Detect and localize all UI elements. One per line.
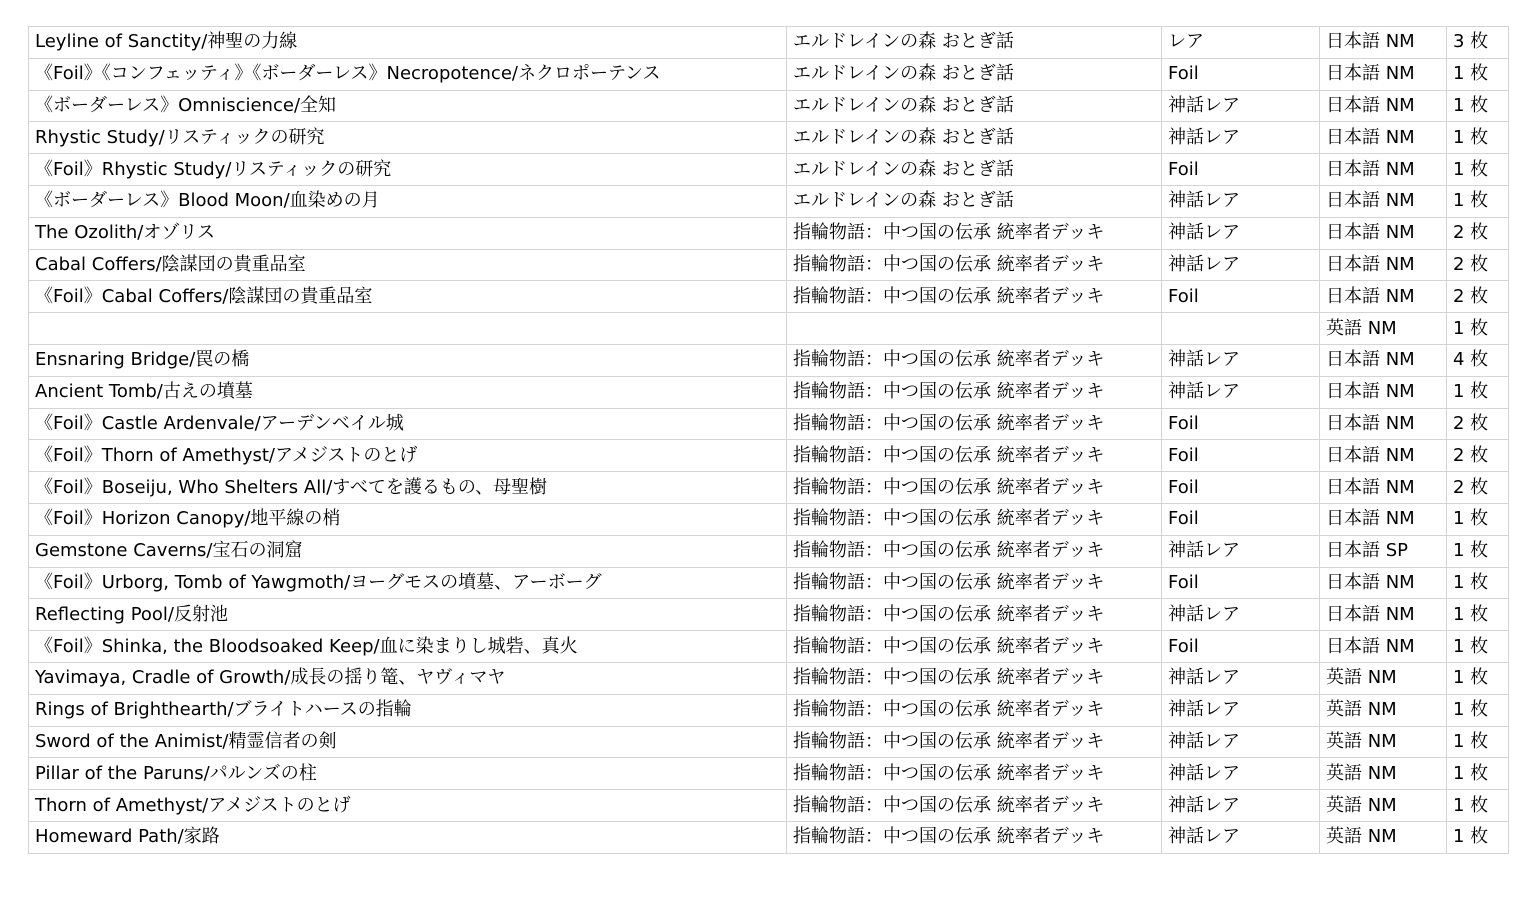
language-condition-cell: 日本語 NM	[1320, 154, 1447, 186]
table-row	[29, 535, 1509, 567]
card-inventory-table	[28, 26, 1509, 854]
rarity-cell: Foil	[1162, 567, 1320, 599]
quantity-cell: 4 枚	[1447, 344, 1509, 376]
card-name-cell: Rhystic Study/リスティックの研究	[29, 122, 787, 154]
table-row	[29, 758, 1509, 790]
rarity-cell: 神話レア	[1162, 726, 1320, 758]
card-name-cell: Gemstone Caverns/宝石の洞窟	[29, 535, 787, 567]
card-name-cell: 《Foil》Boseiju, Who Shelters All/すべてを護るもの、母聖樹	[29, 472, 787, 504]
table-row	[29, 662, 1509, 694]
card-name-cell: Cabal Coffers/陰謀団の貴重品室	[29, 249, 787, 281]
quantity-cell: 2 枚	[1447, 249, 1509, 281]
quantity-cell: 1 枚	[1447, 758, 1509, 790]
language-condition-cell: 日本語 NM	[1320, 249, 1447, 281]
card-name-cell: 《ボーダーレス》Blood Moon/血染めの月	[29, 185, 787, 217]
card-name-cell: Pillar of the Paruns/パルンズの柱	[29, 758, 787, 790]
language-condition-cell: 英語 NM	[1320, 758, 1447, 790]
table-row	[29, 281, 1509, 313]
language-condition-cell: 英語 NM	[1320, 726, 1447, 758]
set-name-cell: 指輪物語：中つ国の伝承 統率者デッキ	[787, 631, 1162, 663]
rarity-cell: 神話レア	[1162, 662, 1320, 694]
table-row	[29, 472, 1509, 504]
language-condition-cell: 英語 NM	[1320, 313, 1447, 345]
card-name-cell: Homeward Path/家路	[29, 821, 787, 853]
table-row	[29, 726, 1509, 758]
quantity-cell: 1 枚	[1447, 154, 1509, 186]
set-name-cell: 指輪物語：中つ国の伝承 統率者デッキ	[787, 821, 1162, 853]
rarity-cell: Foil	[1162, 472, 1320, 504]
set-name-cell: 指輪物語：中つ国の伝承 統率者デッキ	[787, 217, 1162, 249]
language-condition-cell: 日本語 NM	[1320, 344, 1447, 376]
set-name-cell: 指輪物語：中つ国の伝承 統率者デッキ	[787, 567, 1162, 599]
quantity-cell: 1 枚	[1447, 631, 1509, 663]
set-name-cell: エルドレインの森 おとぎ話	[787, 154, 1162, 186]
set-name-cell: 指輪物語：中つ国の伝承 統率者デッキ	[787, 376, 1162, 408]
language-condition-cell: 日本語 NM	[1320, 567, 1447, 599]
quantity-cell: 1 枚	[1447, 694, 1509, 726]
quantity-cell: 2 枚	[1447, 408, 1509, 440]
card-name-cell: Rings of Brighthearth/ブライトハースの指輪	[29, 694, 787, 726]
card-name-cell: Ancient Tomb/古えの墳墓	[29, 376, 787, 408]
rarity-cell: Foil	[1162, 281, 1320, 313]
rarity-cell: 神話レア	[1162, 249, 1320, 281]
card-name-cell: 《Foil》Cabal Coffers/陰謀団の貴重品室	[29, 281, 787, 313]
card-name-cell: The Ozolith/オゾリス	[29, 217, 787, 249]
language-condition-cell: 日本語 NM	[1320, 90, 1447, 122]
language-condition-cell: 日本語 NM	[1320, 408, 1447, 440]
rarity-cell: 神話レア	[1162, 122, 1320, 154]
language-condition-cell: 日本語 NM	[1320, 440, 1447, 472]
card-name-cell: Yavimaya, Cradle of Growth/成長の揺り篭、ヤヴィマヤ	[29, 662, 787, 694]
rarity-cell: 神話レア	[1162, 217, 1320, 249]
set-name-cell: 指輪物語：中つ国の伝承 統率者デッキ	[787, 440, 1162, 472]
table-row	[29, 567, 1509, 599]
set-name-cell: 指輪物語：中つ国の伝承 統率者デッキ	[787, 535, 1162, 567]
table-row	[29, 408, 1509, 440]
card-name-cell: 《Foil》《コンフェッティ》《ボーダーレス》Necropotence/ネクロポーテンス	[29, 58, 787, 90]
rarity-cell: Foil	[1162, 631, 1320, 663]
set-name-cell: 指輪物語：中つ国の伝承 統率者デッキ	[787, 694, 1162, 726]
rarity-cell: レア	[1162, 27, 1320, 59]
table-row	[29, 217, 1509, 249]
card-name-cell: 《ボーダーレス》Omniscience/全知	[29, 90, 787, 122]
card-name-cell: 《Foil》Castle Ardenvale/アーデンベイル城	[29, 408, 787, 440]
rarity-cell: Foil	[1162, 440, 1320, 472]
set-name-cell: 指輪物語：中つ国の伝承 統率者デッキ	[787, 503, 1162, 535]
table-row	[29, 344, 1509, 376]
table-row	[29, 376, 1509, 408]
rarity-cell: 神話レア	[1162, 535, 1320, 567]
table-row	[29, 90, 1509, 122]
rarity-cell: 神話レア	[1162, 790, 1320, 822]
table-row	[29, 185, 1509, 217]
table-row	[29, 58, 1509, 90]
table-row	[29, 599, 1509, 631]
card-name-cell: Sword of the Animist/精霊信者の剣	[29, 726, 787, 758]
set-name-cell: 指輪物語：中つ国の伝承 統率者デッキ	[787, 281, 1162, 313]
quantity-cell: 2 枚	[1447, 217, 1509, 249]
card-name-cell: 《Foil》Urborg, Tomb of Yawgmoth/ヨーグモスの墳墓、アーボーグ	[29, 567, 787, 599]
quantity-cell: 1 枚	[1447, 90, 1509, 122]
language-condition-cell: 英語 NM	[1320, 694, 1447, 726]
set-name-cell: 指輪物語：中つ国の伝承 統率者デッキ	[787, 662, 1162, 694]
set-name-cell: エルドレインの森 おとぎ話	[787, 122, 1162, 154]
quantity-cell: 1 枚	[1447, 821, 1509, 853]
language-condition-cell: 日本語 NM	[1320, 217, 1447, 249]
rarity-cell: 神話レア	[1162, 599, 1320, 631]
card-name-cell: Reflecting Pool/反射池	[29, 599, 787, 631]
set-name-cell: エルドレインの森 おとぎ話	[787, 90, 1162, 122]
card-name-cell: Leyline of Sanctity/神聖の力線	[29, 27, 787, 59]
rarity-cell: 神話レア	[1162, 185, 1320, 217]
set-name-cell: 指輪物語：中つ国の伝承 統率者デッキ	[787, 599, 1162, 631]
set-name-cell: 指輪物語：中つ国の伝承 統率者デッキ	[787, 790, 1162, 822]
rarity-cell: Foil	[1162, 408, 1320, 440]
language-condition-cell: 日本語 NM	[1320, 27, 1447, 59]
table-row	[29, 790, 1509, 822]
language-condition-cell: 英語 NM	[1320, 821, 1447, 853]
quantity-cell: 1 枚	[1447, 376, 1509, 408]
table-row	[29, 154, 1509, 186]
rarity-cell: Foil	[1162, 503, 1320, 535]
set-name-cell: エルドレインの森 おとぎ話	[787, 27, 1162, 59]
card-name-cell	[29, 313, 787, 345]
language-condition-cell: 英語 NM	[1320, 790, 1447, 822]
language-condition-cell: 日本語 NM	[1320, 185, 1447, 217]
rarity-cell: Foil	[1162, 58, 1320, 90]
rarity-cell: 神話レア	[1162, 694, 1320, 726]
table-row	[29, 694, 1509, 726]
card-name-cell: 《Foil》Horizon Canopy/地平線の梢	[29, 503, 787, 535]
card-name-cell: 《Foil》Thorn of Amethyst/アメジストのとげ	[29, 440, 787, 472]
set-name-cell: エルドレインの森 おとぎ話	[787, 58, 1162, 90]
rarity-cell: 神話レア	[1162, 90, 1320, 122]
set-name-cell	[787, 313, 1162, 345]
set-name-cell: 指輪物語：中つ国の伝承 統率者デッキ	[787, 249, 1162, 281]
table-row	[29, 503, 1509, 535]
table-row	[29, 440, 1509, 472]
table-row	[29, 631, 1509, 663]
quantity-cell: 1 枚	[1447, 503, 1509, 535]
rarity-cell: 神話レア	[1162, 376, 1320, 408]
language-condition-cell: 日本語 SP	[1320, 535, 1447, 567]
card-inventory-body	[29, 27, 1509, 854]
card-name-cell: 《Foil》Rhystic Study/リスティックの研究	[29, 154, 787, 186]
card-name-cell: Thorn of Amethyst/アメジストのとげ	[29, 790, 787, 822]
rarity-cell	[1162, 313, 1320, 345]
quantity-cell: 2 枚	[1447, 472, 1509, 504]
language-condition-cell: 日本語 NM	[1320, 631, 1447, 663]
quantity-cell: 1 枚	[1447, 790, 1509, 822]
rarity-cell: 神話レア	[1162, 821, 1320, 853]
quantity-cell: 2 枚	[1447, 440, 1509, 472]
quantity-cell: 1 枚	[1447, 599, 1509, 631]
table-row	[29, 27, 1509, 59]
language-condition-cell: 日本語 NM	[1320, 599, 1447, 631]
table-row	[29, 821, 1509, 853]
set-name-cell: 指輪物語：中つ国の伝承 統率者デッキ	[787, 472, 1162, 504]
quantity-cell: 2 枚	[1447, 281, 1509, 313]
quantity-cell: 3 枚	[1447, 27, 1509, 59]
rarity-cell: 神話レア	[1162, 758, 1320, 790]
quantity-cell: 1 枚	[1447, 535, 1509, 567]
set-name-cell: 指輪物語：中つ国の伝承 統率者デッキ	[787, 344, 1162, 376]
language-condition-cell: 日本語 NM	[1320, 58, 1447, 90]
set-name-cell: エルドレインの森 おとぎ話	[787, 185, 1162, 217]
quantity-cell: 1 枚	[1447, 122, 1509, 154]
rarity-cell: 神話レア	[1162, 344, 1320, 376]
table-row	[29, 122, 1509, 154]
quantity-cell: 1 枚	[1447, 313, 1509, 345]
quantity-cell: 1 枚	[1447, 58, 1509, 90]
language-condition-cell: 日本語 NM	[1320, 376, 1447, 408]
set-name-cell: 指輪物語：中つ国の伝承 統率者デッキ	[787, 726, 1162, 758]
set-name-cell: 指輪物語：中つ国の伝承 統率者デッキ	[787, 408, 1162, 440]
set-name-cell: 指輪物語：中つ国の伝承 統率者デッキ	[787, 758, 1162, 790]
quantity-cell: 1 枚	[1447, 726, 1509, 758]
language-condition-cell: 日本語 NM	[1320, 281, 1447, 313]
card-name-cell: Ensnaring Bridge/罠の橋	[29, 344, 787, 376]
quantity-cell: 1 枚	[1447, 662, 1509, 694]
language-condition-cell: 日本語 NM	[1320, 472, 1447, 504]
table-row	[29, 313, 1509, 345]
language-condition-cell: 日本語 NM	[1320, 122, 1447, 154]
table-row	[29, 249, 1509, 281]
quantity-cell: 1 枚	[1447, 567, 1509, 599]
rarity-cell: Foil	[1162, 154, 1320, 186]
language-condition-cell: 日本語 NM	[1320, 503, 1447, 535]
language-condition-cell: 英語 NM	[1320, 662, 1447, 694]
card-name-cell: 《Foil》Shinka, the Bloodsoaked Keep/血に染まりし城砦、真火	[29, 631, 787, 663]
quantity-cell: 1 枚	[1447, 185, 1509, 217]
